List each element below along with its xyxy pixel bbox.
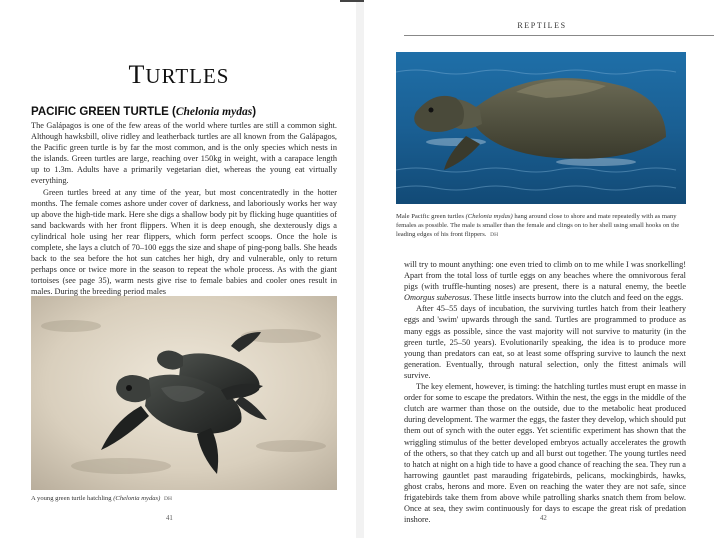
right-paragraph-1 <box>404 259 686 303</box>
running-head-text: REPTILES <box>517 21 567 30</box>
mating-turtles-image <box>396 52 686 204</box>
hatchling-photo-caption <box>31 494 337 504</box>
page-gutter <box>356 0 364 538</box>
species-scientific-name: Chelonia mydas <box>175 106 253 118</box>
chapter-title <box>24 60 334 90</box>
hatchling-photo <box>31 296 337 490</box>
mating-turtles-photo <box>396 52 686 204</box>
right-paragraph-1-end: . These little insects burrow into the clutch and feed on the eggs. <box>469 293 684 303</box>
species-heading <box>31 106 331 118</box>
running-head-rule <box>404 35 714 36</box>
left-paragraph-1: The Galápagos is one of the few areas of the world where turtles are still a common sight. Although hawksbill, olive ridley and leatherback turtles are all known from the Galápagos, the Pacific green turtle is by far the most common, and is the only species which nests in the islands. Green turtles are large, reaching over 150kg in weight, with a carapace length up to 1.3m. Adults have a primarily vegetarian diet, whereas the young eat virtually everything. <box>31 121 337 186</box>
hatchling-caption-text: A young green turtle hatchling <box>31 495 112 502</box>
mating-caption-prefix: Male Pacific green turtles <box>396 213 464 220</box>
hatchling-photo-image <box>31 296 337 490</box>
left-body-text <box>31 120 337 298</box>
species-common-name: PACIFIC GREEN TURTLE <box>31 106 169 118</box>
mating-photo-caption <box>396 212 686 240</box>
right-body-text <box>404 259 686 525</box>
chapter-title-initial: T <box>128 60 146 89</box>
running-head <box>364 21 720 30</box>
mating-caption-scientific: (Chelonia mydas) <box>465 213 513 220</box>
right-paragraph-1-start: will try to mount anything: one even tried to climb on to me while I was snorkelling! Apart from the total loss of turtle eggs on any beaches where the omnivorous feral pigs (with truffle-hunting noses) are present, there is a natural enemy, the beetle <box>404 260 686 292</box>
chapter-title-rest: URTLES <box>145 64 230 88</box>
page-number-right: 42 <box>540 515 547 522</box>
mating-caption-credit: DH <box>490 232 499 238</box>
species-paren-close: ) <box>252 106 257 118</box>
right-paragraph-3: The key element, however, is timing: the hatchling turtles must erupt en masse in order for some to escape the predators. Within the nest, the eggs in the middle of the clutch are warmer than those on the outside, due to the metabolic heat produced during development. The warmer the eggs, the faster they develop, which should put them out of synch with the outer eggs. Yet scientific experiment has shown that the wriggling stimulus of the better developed embryos actually accelerates the growth of the others, so that they catch up and all burst out together. The young turtles need to hatch at night on a high tide to have a good chance of reaching the sea. They run a harrowing gauntlet past marauding frigatebirds, pelicans, mockingbirds, hawks, ghost crabs, herons and more. Even on reaching the water they are not safe, since frigatebirds take them from above while patrolling sharks snatch them from below. Once at sea, they swim continuously for days to escape the great risk of predation inshore. <box>404 382 686 525</box>
left-paragraph-2: Green turtles breed at any time of the year, but most concentratedly in the hotter months. The female comes ashore under cover of darkness, and laboriously works her way up above the high-tide mark. Here she digs a shallow body pit by flicking huge quantities of sand backwards with her front flippers. When it is deep enough, she dexterously digs a cylindrical hole using her rear flippers, which form perfect scoops. Once the hole is complete, she lays a clutch of 70–100 eggs the size and shape of ping-pong balls. She heads back to the sea before the hot sun catches her high, dry and vulnerable, only to return perhaps once or twice more in the season to repeat the whole process. As with the giant tortoises (see page 35), warm nests give rise to female babies and cooler ones result in males. During the breeding period males <box>31 187 337 297</box>
species-paren-open: ( <box>172 106 176 118</box>
beetle-scientific-name: Omorgus suberosus <box>404 293 470 303</box>
hatchling-caption-scientific: (Chelonia mydas) <box>113 495 161 502</box>
right-paragraph-2: After 45–55 days of incubation, the surviving turtles hatch from their leathery eggs and 'swim' upwards through the sand. Turtles are programmed to produce as many eggs as possible, since the vast majority will not survive to maturity (in the green turtle, 25–50 years). Evolutionarily speaking, the idea is to produce more young than predators can eat, so at least some offspring survive to launch the next generation. Eventually, through natural selection, only the fittest animals will survive. <box>404 304 686 380</box>
mating-caption-text: hang around close to shore and mate repeatedly with as many females as possible. The male is smaller than the female and clings on to her shell using small hooks on the leading edges of his front flippers. <box>396 213 680 238</box>
page-number-left: 41 <box>166 515 173 522</box>
hatchling-caption-credit: DH <box>163 496 172 502</box>
